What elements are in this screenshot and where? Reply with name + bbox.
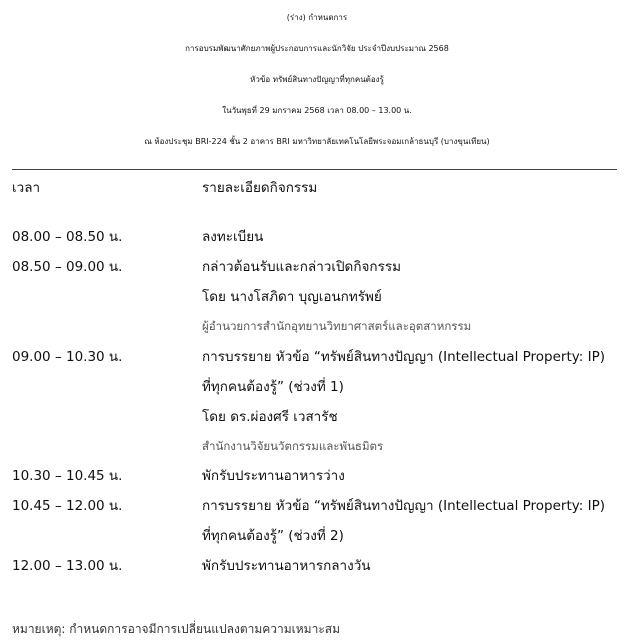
schedule-time: 10.30 – 10.45 น. <box>12 468 123 484</box>
schedule-activity: พักรับประทานอาหารว่าง <box>202 468 345 484</box>
schedule-time: 10.45 – 12.00 น. <box>12 498 123 514</box>
speaker-line: โดย ดร.ผ่องศรี เวสารัช <box>202 409 338 425</box>
schedule-time: 08.50 – 09.00 น. <box>12 259 123 275</box>
footnote-remark: หมายเหตุ: กำหนดการอาจมีการเปลี่ยนแปลงตามความเหมาะสม <box>12 622 341 636</box>
topic-line: หัวข้อ ทรัพย์สินทางปัญญาที่ทุกคนต้องรู้ <box>250 75 384 84</box>
schedule-activity-continued: ที่ทุกคนต้องรู้” (ช่วงที่ 2) <box>202 528 344 544</box>
document-title: (ร่าง) กำหนดการ <box>286 13 348 22</box>
schedule-activity: การบรรยาย หัวข้อ “ทรัพย์สินทางปัญญา (Intellectual Property: IP) <box>202 498 605 514</box>
schedule-time: 12.00 – 13.00 น. <box>12 558 123 574</box>
schedule-activity-continued: ที่ทุกคนต้องรู้” (ช่วงที่ 1) <box>202 379 344 395</box>
header-divider <box>12 169 617 170</box>
speaker-affiliation: สำนักงานวิจัยนวัตกรรมและพันธมิตร <box>202 439 384 453</box>
schedule-activity: พักรับประทานอาหารกลางวัน <box>202 558 371 574</box>
schedule-activity: ลงทะเบียน <box>202 229 264 245</box>
venue-line: ณ ห้องประชุม BRI-224 ชั้น 2 อาคาร BRI มหาวิทยาลัยเทคโนโลยีพระจอมเกล้าธนบุรี (บางขุนเทียน) <box>144 137 490 146</box>
speaker-line: โดย นางโสภิดา บุญเอนกทรัพย์ <box>202 289 382 305</box>
program-name: การอบรมพัฒนาศักยภาพผู้ประกอบการและนักวิจัย ประจำปีงบประมาณ 2568 <box>185 44 449 53</box>
column-header-details: รายละเอียดกิจกรรม <box>202 180 318 196</box>
speaker-affiliation: ผู้อำนวยการสำนักอุทยานวิทยาศาสตร์และอุตสาหกรรม <box>202 319 472 333</box>
schedule-time: 09.00 – 10.30 น. <box>12 349 123 365</box>
schedule-activity: กล่าวต้อนรับและกล่าวเปิดกิจกรรม <box>202 259 401 275</box>
column-header-time: เวลา <box>12 180 41 196</box>
schedule-time: 08.00 – 08.50 น. <box>12 229 123 245</box>
date-time-line: ในวันพุธที่ 29 มกราคม 2568 เวลา 08.00 – 13.00 น. <box>222 106 412 115</box>
schedule-activity: การบรรยาย หัวข้อ “ทรัพย์สินทางปัญญา (Intellectual Property: IP) <box>202 349 605 365</box>
